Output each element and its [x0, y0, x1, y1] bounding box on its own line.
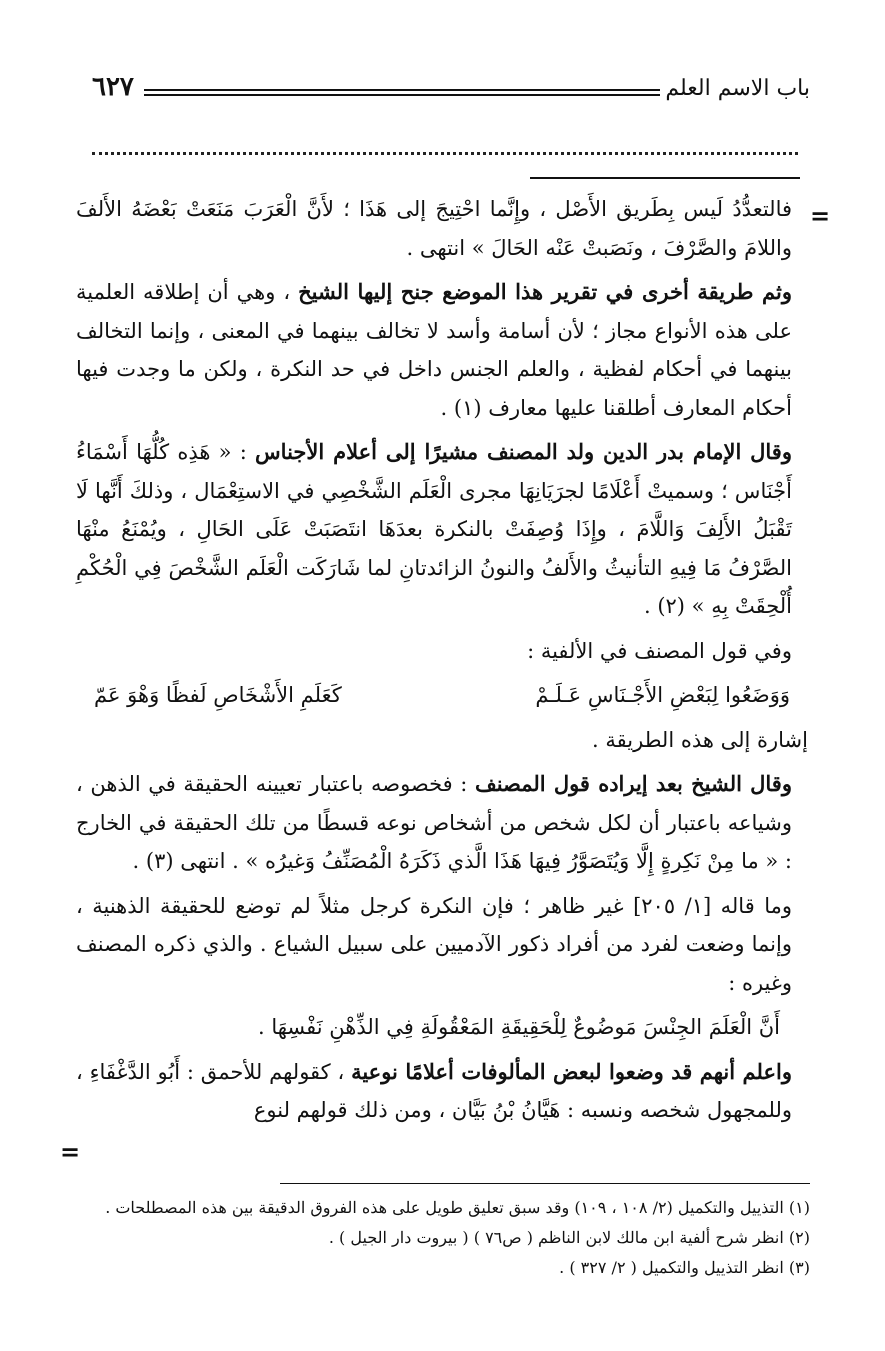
header-rule-second [144, 94, 660, 96]
paragraph-4-text: وفي قول المصنف في الألفية : [527, 638, 792, 663]
paragraph-5-text: إشارة إلى هذه الطريقة . [592, 727, 808, 752]
header-rule [144, 89, 660, 91]
footnotes [76, 1193, 810, 1283]
paragraph-6-lead: وقال الشيخ بعد إيراده قول المصنف [474, 771, 792, 796]
paragraph-9-lead: واعلم أنهم قد وضعوا لبعض المألوفات أعلامًا نوعية [351, 1058, 792, 1084]
paragraph-5 [76, 721, 808, 760]
continues-next-page-marker: = [60, 1137, 81, 1166]
footnote-2: (٢) انظر شرح ألفية ابن مالك لابن الناظم ( ص٧٦ ) ( بيروت دار الجيل ) . [328, 1228, 810, 1247]
main-text [76, 190, 808, 1136]
page-number: ٦٢٧ [92, 72, 134, 102]
paragraph-7 [76, 887, 808, 1003]
paragraph-7-text: وما قاله [١/ ٢٠٥] غير ظاهر ؛ فإن النكرة كرجل مثلاً لم توضع للحقيقة الذهنية ، وإنما وضعت لفرد من أفراد ذكور الآدميين على سبيل الشياع . والذي ذكره المصنف وغيره : [76, 893, 792, 995]
paragraph-8-text: أَنَّ الْعَلَمَ الجِنْسَ مَوضُوعٌ لِلْحَقِيقَةِ المَعْقُولَةِ فِي الذِّهْنِ نَفْسِهَا . [257, 1015, 780, 1039]
running-title: باب الاسم العلم [665, 76, 810, 101]
paragraph-9 [76, 1053, 808, 1130]
poetry-verse [76, 676, 808, 715]
verse-first-hemistich: وَوَضَعُوا لِبَعْضِ الأَجْـنَاسِ عَـلَـمْ [535, 683, 790, 707]
ellipsis-divider [92, 140, 798, 155]
paragraph-8 [76, 1008, 808, 1047]
verse-second-hemistich: كَعَلَمِ الأَشْخَاصِ لَفظًا وَهْوَ عَمّ [94, 683, 342, 707]
paragraph-3-text: : « هَذِه كُلُّهَا أَسْمَاءُ أَجْنَاس ؛ وسميتْ أَعْلَامًا لجرَيَانِهَا مجرى الْعَلَم الشَّخْصِي في الاستِعْمَال ، وذلكَ أَنَّها لَا تَقْبَلُ الأَلِفَ وَاللَّامَ ، وإِذَا وُصِفَتْ بالنكرة بعدَهَا انتَصَبَتْ عَلَى الحَالِ ، ويُمْنَعُ منْهَا الصَّرْفُ مَا فِيهِ التأنيثُ والأَلفُ والنونُ الزائدتانِ لما شَارَكَت الْعَلَم الشَّخْصَ فِي الْحُكْمِ أُلْحِقَتْ بِهِ » (٢) . [76, 440, 792, 618]
continued-from-previous-marker: = [810, 201, 831, 230]
paragraph-4 [76, 632, 808, 671]
footnote-separator [280, 1183, 810, 1184]
paragraph-1-text: فالتعدُّدُ لَيس بِطَريق الأَصْل ، وإِنَّما احْتِيجَ إلى هَذَا ؛ لأَنَّ الْعَرَبَ مَنَعَتْ بَعْضَهُ الأَلفَ واللامَ والصَّرْفَ ، ونَصَبتْ عَنْه الحَالَ » انتهى . [76, 197, 792, 260]
paragraph-3-lead: وقال الإمام بدر الدين ولد المصنف مشيرًا إلى أعلام الأجناس [255, 439, 792, 464]
paragraph-3 [76, 433, 808, 626]
paragraph-2-lead: وثم طريقة أخرى في تقرير هذا الموضع جنح إليها الشيخ [298, 279, 793, 304]
paragraph-2-text: ، وهي أن إطلاقه العلمية على هذه الأنواع مجاز ؛ لأن أسامة وأسد لا تخالف بينهما في المعنى ، وإنما التخالف بينهما في أحكام لفظية ، والعلم الجنس داخل في حد النكرة ، ولكن ما وجدت فيها أحكام المعارف أطلقنا عليها معارف (١) . [76, 280, 792, 420]
page-header [92, 72, 810, 112]
footnote-1: (١) التذييل والتكميل (٢/ ١٠٨ ، ١٠٩) وقد سبق تعليق طويل على هذه الفروق الدقيقة بين هذه المصطلحات . [105, 1198, 810, 1217]
paragraph-1 [76, 190, 808, 267]
section-rule [530, 177, 800, 179]
footnote-3: (٣) انظر التذييل والتكميل ( ٢/ ٣٢٧ ) . [559, 1258, 810, 1277]
paragraph-2 [76, 273, 808, 427]
paragraph-6 [76, 765, 808, 881]
paragraph-9-text: ، كقولهم للأحمق : أَبُو الدَّغْفَاءِ ، وللمجهول شخصه ونسبه : هَيَّانُ بْنُ بَيَّان ، ومن ذلك قولهم لنوع [76, 1059, 792, 1122]
paragraph-6-text: : فخصوصه باعتبار تعيينه الحقيقة في الذهن ، وشياعه باعتبار أن لكل شخص من أشخاص نوعه قسطًا من تلك الحقيقة في الخارج : « ما مِنْ نَكِرةٍ إِلَّا وَيُتَصَوَّرُ فِيهَا هَذَا الَّذي ذَكَرَهُ الْمُصَنِّفُ وَغيرُه » . انتهى (٣) . [76, 772, 792, 873]
